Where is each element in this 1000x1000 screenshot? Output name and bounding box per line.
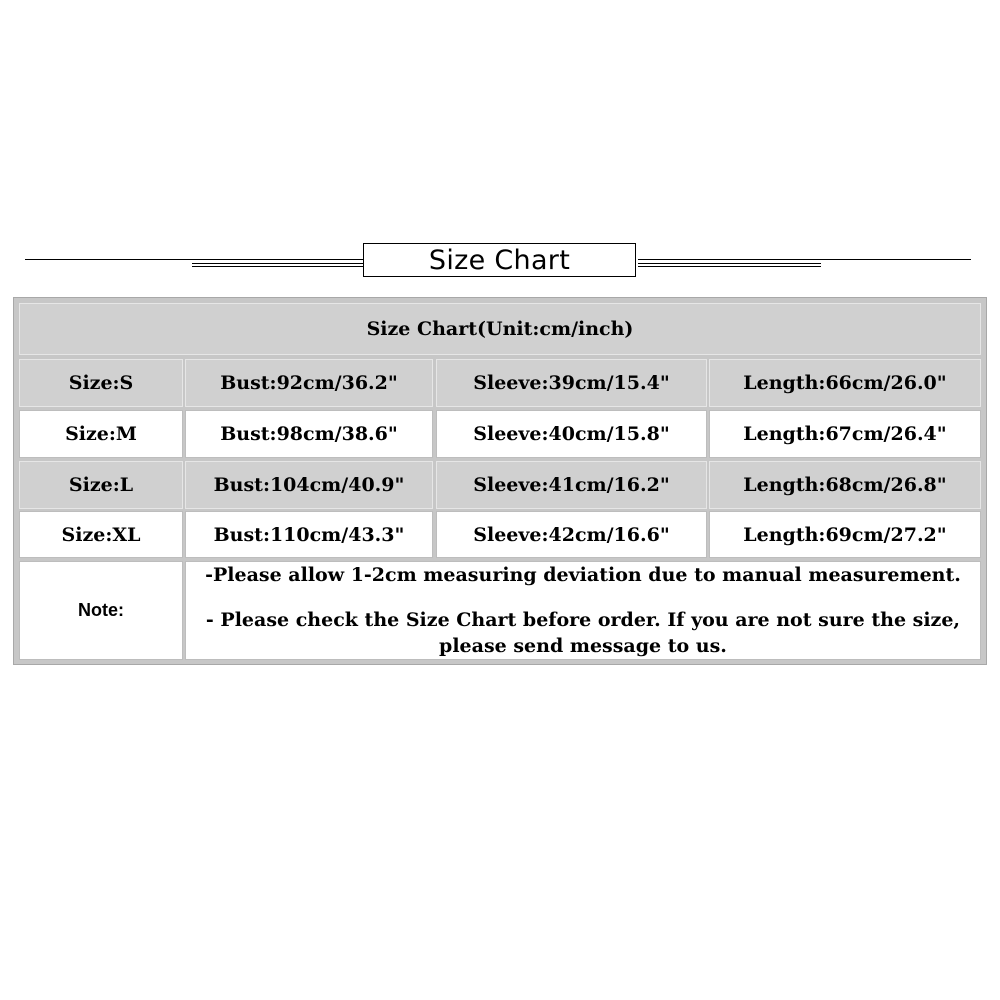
note-text [185, 561, 981, 660]
sleeve-cell: Sleeve:41cm/16.2" [436, 461, 707, 509]
length-cell: Length:66cm/26.0" [709, 359, 981, 407]
size-cell: Size:S [19, 359, 183, 407]
length-cell: Length:68cm/26.8" [709, 461, 981, 509]
sleeve-cell: Sleeve:42cm/16.6" [436, 511, 707, 558]
bust-cell: Bust:98cm/38.6" [185, 410, 433, 458]
title-band [0, 236, 1000, 286]
divider-line [25, 259, 363, 260]
divider-line [638, 266, 821, 267]
divider-line [638, 259, 971, 260]
bust-cell: Bust:92cm/36.2" [185, 359, 433, 407]
bust-cell: Bust:110cm/43.3" [185, 511, 433, 558]
note-line: -Please allow 1-2cm measuring deviation due to manual measurement. [205, 564, 961, 586]
note-line: please send message to us. [439, 635, 727, 657]
note-label: Note: [19, 561, 183, 660]
size-cell: Size:XL [19, 511, 183, 558]
size-cell: Size:L [19, 461, 183, 509]
sleeve-cell: Sleeve:40cm/15.8" [436, 410, 707, 458]
sleeve-cell: Sleeve:39cm/15.4" [436, 359, 707, 407]
divider-line [638, 263, 821, 264]
page-title: Size Chart [363, 243, 636, 277]
size-table [13, 297, 987, 665]
length-cell: Length:67cm/26.4" [709, 410, 981, 458]
length-cell: Length:69cm/27.2" [709, 511, 981, 558]
table-caption: Size Chart(Unit:cm/inch) [19, 303, 981, 355]
divider-line [192, 263, 363, 264]
note-line: - Please check the Size Chart before order. If you are not sure the size, [205, 609, 961, 631]
bust-cell: Bust:104cm/40.9" [185, 461, 433, 509]
size-cell: Size:M [19, 410, 183, 458]
divider-line [192, 266, 363, 267]
